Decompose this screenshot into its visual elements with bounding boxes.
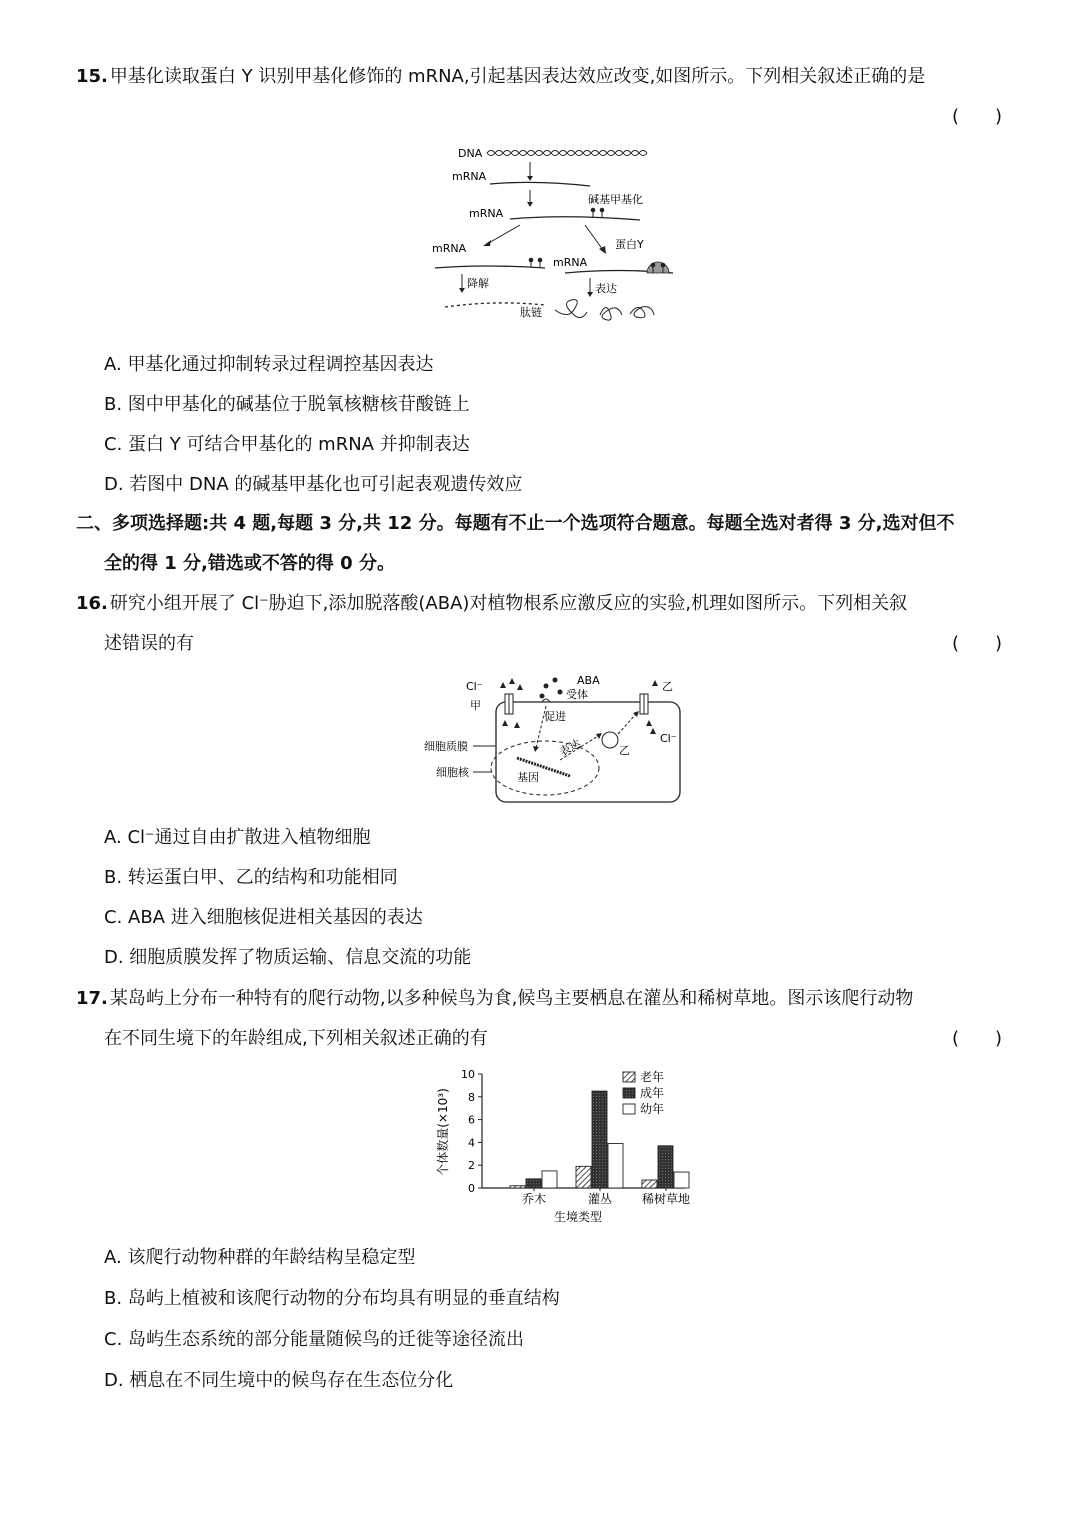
q15-stem-text: 甲基化读取蛋白 Y 识别甲基化修饰的 mRNA,引起基因表达效应改变,如图所示。下列相关叙述正确的是 bbox=[109, 66, 926, 87]
q17-answer-bracket: ( ) bbox=[951, 1028, 1002, 1049]
fig15-methyl-dot-1 bbox=[591, 208, 596, 213]
chart-bar-young-1 bbox=[608, 1144, 623, 1188]
q16-option-d: D. 细胞质膜发挥了物质运输、信息交流的功能 bbox=[104, 947, 472, 968]
fig16-membrane-label: 细胞质膜 bbox=[424, 740, 468, 753]
fig16-aba-molecule-2 bbox=[553, 678, 558, 683]
q17-option-b: B. 岛屿上植被和该爬行动物的分布均具有明显的垂直结构 bbox=[104, 1288, 560, 1309]
fig16-aba-molecule-1 bbox=[544, 684, 549, 689]
chart-bar-old-2 bbox=[642, 1180, 657, 1188]
q17-option-d: D. 栖息在不同生境中的候鸟存在生态位分化 bbox=[104, 1370, 454, 1391]
fig16-cl-ion-5 bbox=[514, 722, 520, 728]
chart-legend bbox=[623, 1069, 664, 1116]
fig16-cl-ion-6 bbox=[652, 680, 658, 686]
chart-x-tick-label: 稀树草地 bbox=[641, 1192, 691, 1206]
q15-option-d: D. 若图中 DNA 的碱基甲基化也可引起表观遗传效应 bbox=[104, 474, 523, 495]
chart-legend-swatch-old bbox=[623, 1072, 635, 1082]
q15-option-a: A. 甲基化通过抑制转录过程调控基因表达 bbox=[104, 354, 434, 375]
fig16-yi-bottom-label: 乙 bbox=[619, 744, 630, 757]
q17-option-c: C. 岛屿生态系统的部分能量随候鸟的迁徙等途径流出 bbox=[104, 1329, 525, 1350]
chart-bar-old-0 bbox=[510, 1186, 525, 1188]
fig15-express-label: 表达 bbox=[595, 282, 617, 295]
fig16-cl-ion-8 bbox=[650, 728, 656, 734]
chart-bar-young-0 bbox=[542, 1171, 557, 1188]
chart-y-ticks bbox=[461, 1068, 482, 1195]
fig15-peptide-1 bbox=[555, 300, 587, 318]
fig16-cl-ion-3 bbox=[517, 684, 523, 690]
chart-legend-swatch-adult bbox=[623, 1088, 635, 1098]
q16-stem-line1 bbox=[76, 591, 907, 617]
q16-stem-text1: 研究小组开展了 Cl⁻胁迫下,添加脱落酸(ABA)对植物根系应激反应的实验,机理如图所示。下列相关叙 bbox=[109, 593, 908, 614]
fig16-aba-molecule-3 bbox=[558, 690, 563, 695]
fig15-methyl-dot-4 bbox=[538, 258, 543, 263]
fig15-arrow-left bbox=[487, 225, 520, 244]
fig15-arrowhead-1 bbox=[527, 176, 533, 181]
q15-answer-bracket: ( ) bbox=[951, 106, 1002, 127]
chart-y-tick-label: 6 bbox=[468, 1113, 475, 1127]
fig16-nucleus bbox=[491, 741, 599, 795]
chart-x-tick-label: 灌丛 bbox=[587, 1192, 613, 1206]
section2-intro-line2: 全的得 1 分,错选或不答的得 0 分。 bbox=[104, 553, 395, 574]
fig16-jia-label: 甲 bbox=[470, 699, 481, 712]
chart-legend-label-young: 幼年 bbox=[640, 1102, 665, 1116]
fig15-arrowhead-degrade bbox=[459, 288, 465, 293]
fig16-aba-label: ABA bbox=[577, 674, 600, 687]
q15-option-b: B. 图中甲基化的碱基位于脱氧核糖核苷酸链上 bbox=[104, 394, 470, 415]
chart-bar-old-1 bbox=[576, 1166, 591, 1188]
chart-bar-young-2 bbox=[674, 1172, 689, 1188]
fig15-mrna3-label: mRNA bbox=[432, 242, 467, 255]
fig15-mrna3-line bbox=[435, 266, 545, 268]
fig16-cl-ion-1 bbox=[500, 682, 506, 688]
q15-option-c: C. 蛋白 Y 可结合甲基化的 mRNA 并抑制表达 bbox=[104, 434, 470, 455]
q17-stem-text1: 某岛屿上分布一种特有的爬行动物,以多种候鸟为食,候鸟主要栖息在灌丛和稀树草地。图示该爬行动物 bbox=[109, 988, 914, 1009]
fig16-yi-top-label: 乙 bbox=[662, 680, 673, 693]
fig15-peptide-2 bbox=[600, 307, 622, 320]
q16-option-b: B. 转运蛋白甲、乙的结构和功能相同 bbox=[104, 867, 398, 888]
chart-bar-adult-1 bbox=[592, 1091, 607, 1188]
fig15-methyl-dot-3 bbox=[529, 258, 534, 263]
fig15-protein-y-label: 蛋白Y bbox=[615, 238, 644, 251]
chart-y-tick-label: 8 bbox=[468, 1090, 475, 1104]
fig15-arrow-right bbox=[585, 225, 603, 250]
q17-stem-line1 bbox=[76, 986, 913, 1012]
fig16-gene-label: 基因 bbox=[517, 771, 539, 784]
q15-stem bbox=[76, 64, 925, 90]
fig16-ribosome bbox=[602, 732, 618, 748]
fig15-mrna4-label: mRNA bbox=[553, 256, 588, 269]
fig16-cl-left-label: Cl⁻ bbox=[466, 680, 483, 693]
section2-intro-line1: 二、多项选择题:共 4 题,每题 3 分,共 12 分。每题有不止一个选项符合题意。每题全选对者得 3 分,选对但不 bbox=[76, 513, 955, 534]
fig15-protein-y-shape bbox=[647, 262, 669, 273]
fig15-degrade-label: 降解 bbox=[467, 277, 489, 290]
fig15-dna-strand-b bbox=[487, 151, 647, 156]
fig15-peptide-3 bbox=[630, 307, 654, 318]
q17-option-a: A. 该爬行动物种群的年龄结构呈稳定型 bbox=[104, 1247, 416, 1268]
chart-legend-label-adult: 成年 bbox=[640, 1086, 665, 1100]
fig15-mrna2-line bbox=[510, 217, 640, 220]
fig16-translocate-arrow bbox=[618, 714, 636, 734]
fig16-express-arrowhead bbox=[596, 733, 602, 739]
q17-number: 17. bbox=[76, 988, 108, 1009]
q16-answer-bracket: ( ) bbox=[951, 633, 1002, 654]
chart-x-axis-label: 生境类型 bbox=[553, 1210, 603, 1224]
fig16-promote-label: 促进 bbox=[544, 710, 566, 723]
chart-x-tick-label: 乔木 bbox=[521, 1192, 547, 1206]
fig16-translocate-arrowhead bbox=[633, 711, 639, 717]
chart-y-tick-label: 0 bbox=[468, 1182, 475, 1195]
fig16-nucleus-label: 细胞核 bbox=[436, 766, 469, 779]
q16-option-c: C. ABA 进入细胞核促进相关基因的表达 bbox=[104, 907, 423, 928]
fig16-cl-right-label: Cl⁻ bbox=[660, 732, 677, 745]
chart-legend-swatch-young bbox=[623, 1104, 635, 1114]
chart-bar-adult-0 bbox=[526, 1179, 541, 1188]
fig15-dna-label: DNA bbox=[458, 147, 483, 160]
fig16-cl-ion-4 bbox=[502, 720, 508, 726]
chart-y-axis-label: 个体数量(×10³) bbox=[436, 1088, 450, 1176]
q15-methylation-figure bbox=[425, 140, 685, 335]
fig15-mrna1-line bbox=[490, 182, 590, 186]
fig16-cl-ion-7 bbox=[646, 720, 652, 726]
q17-age-structure-chart bbox=[430, 1062, 695, 1232]
chart-y-tick-label: 4 bbox=[468, 1136, 475, 1150]
chart-x-ticks bbox=[522, 1188, 690, 1206]
fig15-arrowhead-2 bbox=[527, 202, 533, 207]
fig16-aba-molecule-4 bbox=[540, 694, 545, 699]
fig16-receptor-label: 受体 bbox=[566, 688, 588, 701]
fig15-arrowhead-express bbox=[587, 292, 593, 297]
q16-option-a: A. Cl⁻通过自由扩散进入植物细胞 bbox=[104, 827, 371, 848]
q16-number: 16. bbox=[76, 593, 108, 614]
fig16-express-label: 表达 bbox=[557, 736, 583, 759]
q16-stem-line2: 述错误的有 bbox=[104, 633, 194, 654]
fig16-promote-arrowhead bbox=[533, 746, 539, 752]
fig15-mrna2-label: mRNA bbox=[469, 207, 504, 220]
fig16-cl-ion-2 bbox=[509, 678, 515, 684]
fig15-mrna1-label: mRNA bbox=[452, 170, 487, 183]
fig15-methyl-dot-6 bbox=[661, 263, 666, 268]
chart-y-tick-label: 2 bbox=[468, 1159, 475, 1173]
fig15-arrowhead-right bbox=[599, 246, 606, 254]
q17-stem-line2: 在不同生境下的年龄组成,下列相关叙述正确的有 bbox=[104, 1028, 488, 1049]
fig15-methyl-label: 碱基甲基化 bbox=[588, 193, 643, 206]
fig15-peptide-label: 肽链 bbox=[520, 306, 542, 319]
q15-number: 15. bbox=[76, 66, 108, 87]
fig15-methyl-dot-5 bbox=[651, 263, 656, 268]
fig15-arrowhead-left bbox=[483, 240, 491, 246]
fig15-methyl-dot-2 bbox=[600, 208, 605, 213]
chart-legend-label-old: 老年 bbox=[640, 1070, 665, 1084]
chart-bar-adult-2 bbox=[658, 1146, 673, 1188]
chart-y-tick-label: 10 bbox=[461, 1068, 475, 1081]
q16-aba-cell-figure bbox=[420, 670, 685, 808]
